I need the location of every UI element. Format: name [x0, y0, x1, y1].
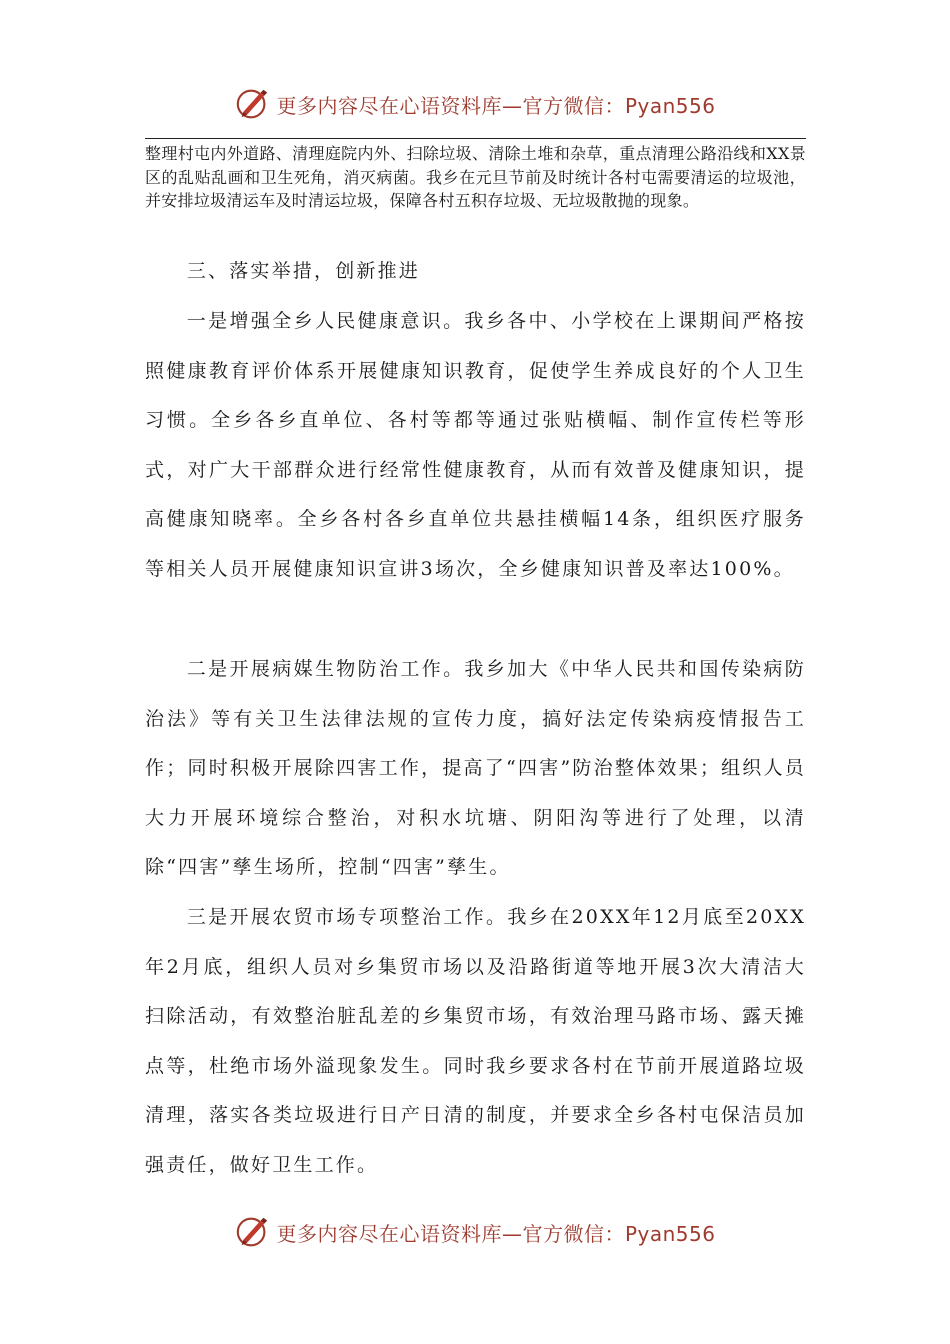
footer-banner-text: 更多内容尽在心语资料库—官方微信：Pyan556: [276, 1221, 716, 1246]
header-banner-text: 更多内容尽在心语资料库—官方微信：Pyan556: [276, 93, 716, 118]
lead-paragraph: 整理村屯内外道路、清理庭院内外、扫除垃圾、清除土堆和杂草，重点清理公路沿线和XX景区的乱贴乱画和卫生死角，消灭病菌。我乡在元旦节前及时统计各村屯需要清运的垃圾池，并安排垃圾清运车及时清运垃圾，保障各村五积存垃圾、无垃圾散抛的现象。: [145, 144, 806, 210]
footer-banner: [0, 1210, 950, 1254]
body-paragraph-3: 三是开展农贸市场专项整治工作。我乡在20XX年12月底至20XX年2月底，组织人员对乡集贸市场以及沿路街道等地开展3次大清洁大扫除活动，有效整治脏乱差的乡集贸市场，有效治理马路市场、露天摊点等，杜绝市场外溢现象发生。同时我乡要求各村在节前开展道路垃圾清理，落实各类垃圾进行日产日清的制度，并要求全乡各村屯保洁员加强责任，做好卫生工作。: [145, 906, 806, 1176]
pen-circle-logo-icon: [234, 1213, 272, 1251]
header-banner: [0, 82, 950, 126]
section-heading: 三、落实举措，创新推进: [186, 260, 420, 282]
body-paragraph-2: 二是开展病媒生物防治工作。我乡加大《中华人民共和国传染病防治法》等有关卫生法律法规的宣传力度，搞好法定传染病疫情报告工作；同时积极开展除四害工作，提高了“四害”防治整体效果；组织人员大力开展环境综合整治，对积水坑塘、阴阳沟等进行了处理，以清除“四害”孳生场所，控制“四害”孳生。: [145, 658, 806, 879]
pen-circle-logo-icon: [234, 85, 272, 123]
header-divider: [145, 138, 806, 139]
body-paragraph-1: 一是增强全乡人民健康意识。我乡各中、小学校在上课期间严格按照健康教育评价体系开展健康知识教育，促使学生养成良好的个人卫生习惯。全乡各乡直单位、各村等都等通过张贴横幅、制作宣传栏等形式，对广大干部群众进行经常性健康教育，从而有效普及健康知识，提高健康知晓率。全乡各村各乡直单位共悬挂横幅14条，组织医疗服务等相关人员开展健康知识宣讲3场次，全乡健康知识普及率达100%。: [145, 310, 806, 580]
